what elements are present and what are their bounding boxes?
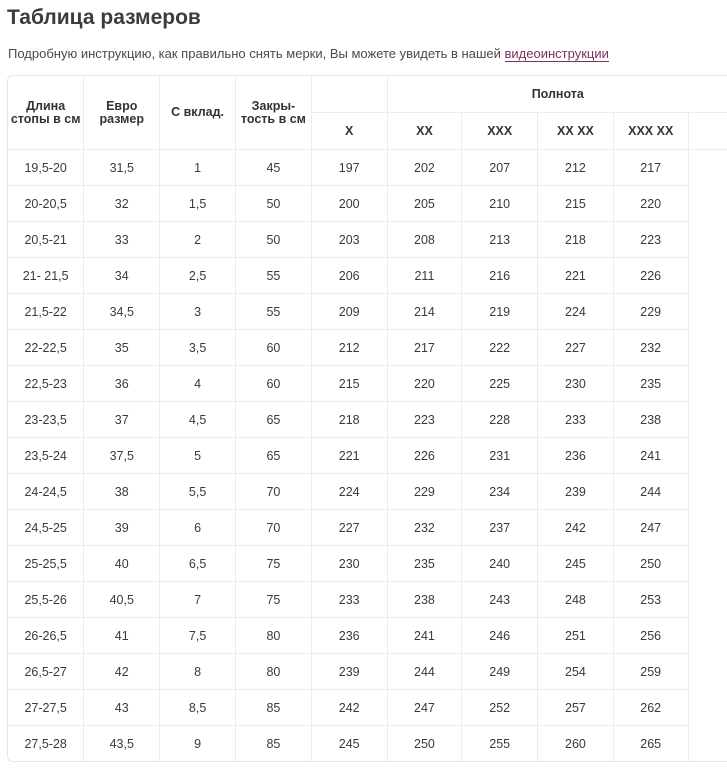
table-cell: 256: [613, 618, 688, 654]
table-cell: 70: [236, 510, 312, 546]
table-cell: 211: [387, 258, 462, 294]
table-pad-cell: [688, 402, 727, 438]
table-pad-cell: [688, 654, 727, 690]
table-cell: 37,5: [84, 438, 160, 474]
table-cell: 227: [538, 330, 614, 366]
table-cell: 2,5: [160, 258, 236, 294]
table-cell: 260: [538, 726, 614, 762]
table-cell: 238: [387, 582, 462, 618]
table-row: [8, 294, 727, 330]
table-pad-cell: [688, 186, 727, 222]
header-fullness-xx: XX: [387, 113, 462, 150]
table-cell: 222: [462, 330, 538, 366]
table-pad-cell: [688, 222, 727, 258]
table-pad-cell: [688, 690, 727, 726]
header-pad: [688, 113, 727, 150]
table-cell: 20-20,5: [8, 186, 84, 222]
table-cell: 9: [160, 726, 236, 762]
table-cell: 26-26,5: [8, 618, 84, 654]
table-cell: 236: [538, 438, 614, 474]
table-cell: 85: [236, 690, 312, 726]
table-cell: 34: [84, 258, 160, 294]
table-cell: 65: [236, 402, 312, 438]
table-cell: 212: [311, 330, 387, 366]
header-fullness: Полнота: [387, 76, 727, 113]
table-cell: 65: [236, 438, 312, 474]
table-cell: 39: [84, 510, 160, 546]
table-cell: 8,5: [160, 690, 236, 726]
table-cell: 7: [160, 582, 236, 618]
table-cell: 22,5-23: [8, 366, 84, 402]
table-cell: 245: [538, 546, 614, 582]
table-cell: 262: [613, 690, 688, 726]
table-cell: 3: [160, 294, 236, 330]
table-cell: 235: [613, 366, 688, 402]
table-row: [8, 654, 727, 690]
table-cell: 6: [160, 510, 236, 546]
table-cell: 50: [236, 222, 312, 258]
header-euro-size: Евро размер: [84, 76, 160, 150]
table-cell: 242: [538, 510, 614, 546]
table-cell: 231: [462, 438, 538, 474]
size-table: [8, 76, 727, 762]
table-cell: 55: [236, 258, 312, 294]
table-cell: 242: [311, 690, 387, 726]
table-cell: 215: [538, 186, 614, 222]
table-cell: 227: [311, 510, 387, 546]
table-cell: 210: [462, 186, 538, 222]
table-cell: 5: [160, 438, 236, 474]
table-row: [8, 510, 727, 546]
table-cell: 209: [311, 294, 387, 330]
video-instructions-link[interactable]: видеоинструкции: [504, 46, 609, 61]
table-cell: 245: [311, 726, 387, 762]
table-cell: 40,5: [84, 582, 160, 618]
table-pad-cell: [688, 294, 727, 330]
table-cell: 80: [236, 618, 312, 654]
table-cell: 37: [84, 402, 160, 438]
table-cell: 225: [462, 366, 538, 402]
table-cell: 24-24,5: [8, 474, 84, 510]
table-cell: 55: [236, 294, 312, 330]
header-fullness-xx-xx: XX XX: [538, 113, 614, 150]
table-pad-cell: [688, 582, 727, 618]
table-cell: 220: [387, 366, 462, 402]
table-row: [8, 258, 727, 294]
table-cell: 8: [160, 654, 236, 690]
table-cell: 234: [462, 474, 538, 510]
table-cell: 200: [311, 186, 387, 222]
table-pad-cell: [688, 618, 727, 654]
table-cell: 241: [613, 438, 688, 474]
table-cell: 241: [387, 618, 462, 654]
table-cell: 24,5-25: [8, 510, 84, 546]
table-row: [8, 366, 727, 402]
table-cell: 237: [462, 510, 538, 546]
table-cell: 2: [160, 222, 236, 258]
table-cell: 257: [538, 690, 614, 726]
table-cell: 85: [236, 726, 312, 762]
table-cell: 235: [387, 546, 462, 582]
table-cell: 250: [387, 726, 462, 762]
header-fullness-xxx-xx: XXX XX: [613, 113, 688, 150]
table-cell: 239: [311, 654, 387, 690]
table-cell: 221: [311, 438, 387, 474]
table-pad-cell: [688, 366, 727, 402]
table-cell: 60: [236, 330, 312, 366]
table-cell: 4,5: [160, 402, 236, 438]
table-pad-cell: [688, 438, 727, 474]
table-cell: 202: [387, 150, 462, 186]
table-cell: 238: [613, 402, 688, 438]
intro-text: [8, 46, 609, 61]
table-cell: 25-25,5: [8, 546, 84, 582]
table-cell: 236: [311, 618, 387, 654]
table-cell: 218: [538, 222, 614, 258]
table-row: [8, 402, 727, 438]
table-cell: 259: [613, 654, 688, 690]
table-cell: 5,5: [160, 474, 236, 510]
table-cell: 233: [538, 402, 614, 438]
table-cell: 253: [613, 582, 688, 618]
table-row: [8, 330, 727, 366]
table-cell: 23,5-24: [8, 438, 84, 474]
table-cell: 75: [236, 582, 312, 618]
table-cell: 35: [84, 330, 160, 366]
table-row: [8, 690, 727, 726]
header-closure: Закры- тость в см: [236, 76, 312, 150]
table-cell: 232: [387, 510, 462, 546]
header-foot-length: Длина стопы в см: [8, 76, 84, 150]
table-cell: 254: [538, 654, 614, 690]
table-cell: 21,5-22: [8, 294, 84, 330]
table-cell: 244: [613, 474, 688, 510]
table-cell: 1: [160, 150, 236, 186]
table-cell: 80: [236, 654, 312, 690]
table-cell: 33: [84, 222, 160, 258]
table-cell: 205: [387, 186, 462, 222]
table-cell: 229: [387, 474, 462, 510]
table-cell: 239: [538, 474, 614, 510]
table-row: [8, 474, 727, 510]
table-cell: 216: [462, 258, 538, 294]
table-cell: 212: [538, 150, 614, 186]
table-cell: 21- 21,5: [8, 258, 84, 294]
table-cell: 252: [462, 690, 538, 726]
table-cell: 246: [462, 618, 538, 654]
table-cell: 1,5: [160, 186, 236, 222]
page-title: Таблица размеров: [7, 6, 201, 29]
table-cell: 22-22,5: [8, 330, 84, 366]
table-cell: 43,5: [84, 726, 160, 762]
table-cell: 228: [462, 402, 538, 438]
table-cell: 31,5: [84, 150, 160, 186]
table-cell: 36: [84, 366, 160, 402]
table-pad-cell: [688, 510, 727, 546]
table-cell: 230: [311, 546, 387, 582]
table-cell: 229: [613, 294, 688, 330]
table-cell: 207: [462, 150, 538, 186]
table-cell: 42: [84, 654, 160, 690]
table-pad-cell: [688, 150, 727, 186]
table-cell: 213: [462, 222, 538, 258]
table-row: [8, 222, 727, 258]
table-row: [8, 150, 727, 186]
table-cell: 197: [311, 150, 387, 186]
table-row: [8, 726, 727, 762]
table-cell: 247: [613, 510, 688, 546]
header-fullness-xxx: XXX: [462, 113, 538, 150]
table-row: [8, 438, 727, 474]
table-cell: 220: [613, 186, 688, 222]
table-cell: 38: [84, 474, 160, 510]
table-cell: 32: [84, 186, 160, 222]
table-cell: 240: [462, 546, 538, 582]
table-cell: 224: [311, 474, 387, 510]
header-x-spacer: [311, 76, 387, 113]
table-cell: 19,5-20: [8, 150, 84, 186]
table-cell: 41: [84, 618, 160, 654]
table-cell: 215: [311, 366, 387, 402]
table-cell: 208: [387, 222, 462, 258]
table-cell: 251: [538, 618, 614, 654]
table-cell: 34,5: [84, 294, 160, 330]
intro-text-label: Подробную инструкцию, как правильно снять мерки, Вы можете увидеть в нашей: [8, 46, 505, 61]
table-cell: 217: [387, 330, 462, 366]
table-cell: 7,5: [160, 618, 236, 654]
table-cell: 75: [236, 546, 312, 582]
header-with-insole: С вклад.: [160, 76, 236, 150]
table-cell: 221: [538, 258, 614, 294]
table-pad-cell: [688, 258, 727, 294]
table-cell: 206: [311, 258, 387, 294]
table-cell: 50: [236, 186, 312, 222]
table-row: [8, 618, 727, 654]
table-cell: 223: [613, 222, 688, 258]
table-cell: 40: [84, 546, 160, 582]
table-cell: 244: [387, 654, 462, 690]
table-row: [8, 186, 727, 222]
table-cell: 6,5: [160, 546, 236, 582]
table-cell: 3,5: [160, 330, 236, 366]
table-pad-cell: [688, 330, 727, 366]
table-cell: 27-27,5: [8, 690, 84, 726]
table-cell: 247: [387, 690, 462, 726]
table-pad-cell: [688, 726, 727, 762]
table-cell: 250: [613, 546, 688, 582]
table-cell: 265: [613, 726, 688, 762]
table-pad-cell: [688, 474, 727, 510]
table-body: [8, 150, 727, 762]
table-cell: 248: [538, 582, 614, 618]
table-cell: 60: [236, 366, 312, 402]
table-cell: 203: [311, 222, 387, 258]
table-cell: 233: [311, 582, 387, 618]
table-cell: 20,5-21: [8, 222, 84, 258]
table-cell: 219: [462, 294, 538, 330]
table-cell: 23-23,5: [8, 402, 84, 438]
table-cell: 45: [236, 150, 312, 186]
table-row: [8, 546, 727, 582]
table-cell: 255: [462, 726, 538, 762]
table-cell: 25,5-26: [8, 582, 84, 618]
table-cell: 226: [613, 258, 688, 294]
header-fullness-x: X: [311, 113, 387, 150]
table-pad-cell: [688, 546, 727, 582]
table-cell: 223: [387, 402, 462, 438]
table-cell: 232: [613, 330, 688, 366]
table-cell: 224: [538, 294, 614, 330]
table-cell: 230: [538, 366, 614, 402]
table-cell: 4: [160, 366, 236, 402]
table-cell: 226: [387, 438, 462, 474]
size-table-container: [7, 75, 727, 762]
table-cell: 70: [236, 474, 312, 510]
table-cell: 243: [462, 582, 538, 618]
table-cell: 249: [462, 654, 538, 690]
table-cell: 27,5-28: [8, 726, 84, 762]
table-row: [8, 582, 727, 618]
table-cell: 218: [311, 402, 387, 438]
table-cell: 214: [387, 294, 462, 330]
table-cell: 217: [613, 150, 688, 186]
table-cell: 43: [84, 690, 160, 726]
table-cell: 26,5-27: [8, 654, 84, 690]
